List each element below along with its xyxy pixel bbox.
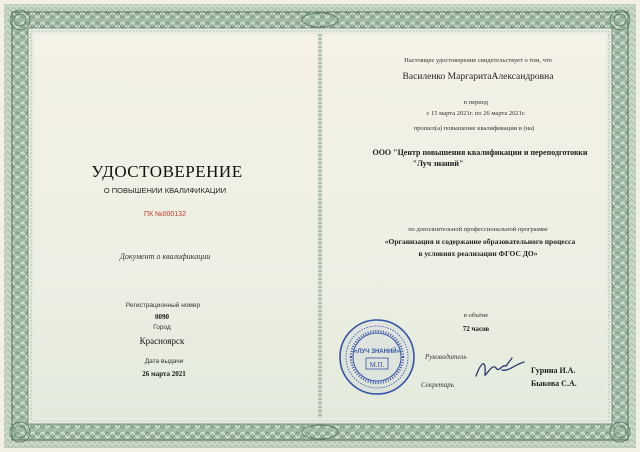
secretary-label: Секретарь [421,381,454,389]
program-intro: по дополнительной профессиональной программе [408,226,548,233]
signature-mark [472,354,532,384]
program-title-line-1: «Организация и содержание образовательного процесса [384,237,576,246]
volume-value: 72 часов [462,325,490,333]
page-fold-divider [318,34,322,418]
issue-date-value: 26 марта 2021 [142,370,186,378]
secretary-name: Быкова С.А. [531,379,577,388]
city-label: Город [153,324,171,331]
issue-date-label: Дата выдачи [144,358,184,365]
holder-name: Василенко МаргаритаАлександровна [402,72,554,82]
organization-line-1: ООО "Центр повышения квалификации и переподготовки [372,148,588,157]
passed-training-text: прошел(а) повышение квалификации в (на) [413,125,535,132]
volume-label: в объёме [463,312,489,319]
stamp-mp-text: М.П. [369,361,385,369]
certificate-subtitle: О ПОВЫШЕНИИ КВАЛИФИКАЦИИ [103,186,227,195]
stamp-center-text: «ЛУЧ ЗНАНИЙ» [354,349,400,355]
document-type: Документ о квалификации [119,252,211,261]
city-value: Красноярск [139,336,185,346]
intro-text: Настоящее удостоверение свидетельствует о том, что [404,57,552,64]
certificate-title: УДОСТОВЕРЕНИЕ [91,162,243,181]
reg-number-value: 0090 [155,313,169,321]
program-title-line-2: в условиях реализации ФГОС ДО» [418,249,538,258]
period-dates: с 15 марта 2021г. по 26 марта 2021г. [426,110,526,117]
organization-line-2: "Луч знаний" [412,159,464,168]
round-stamp [337,317,417,397]
head-name: Гурина И.А. [531,366,576,375]
stamp-graphic [337,317,417,397]
head-label: Руководитель [425,353,467,361]
period-label: в период [463,99,489,106]
reg-number-label: Регистрационный номер [125,302,201,309]
certificate-number: ПК №000132 [144,211,186,218]
